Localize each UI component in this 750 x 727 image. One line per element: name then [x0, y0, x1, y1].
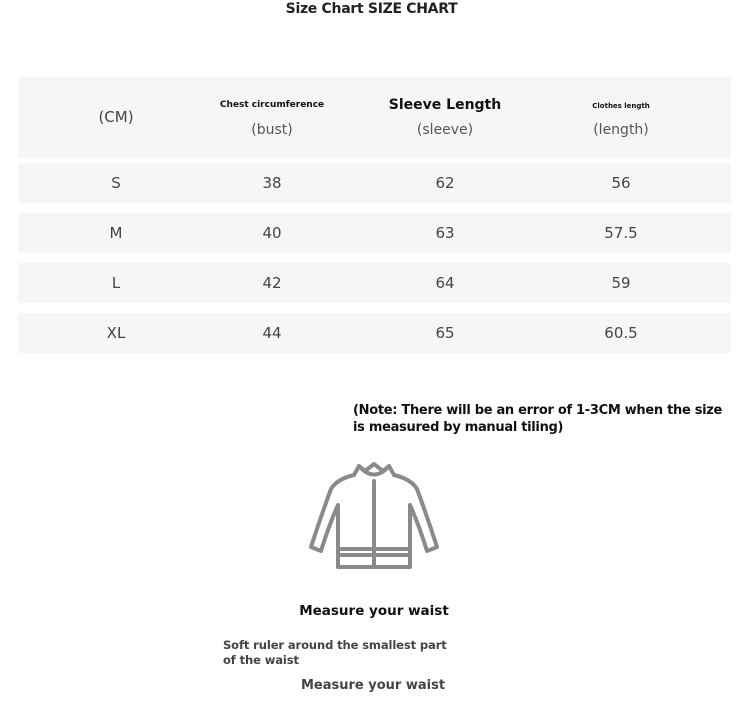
table-row [18, 313, 731, 353]
unit-header: (CM) [98, 108, 134, 126]
table-row [18, 163, 731, 203]
measure-subtitle: Measure your waist [300, 678, 446, 693]
sleeve-cell: 65 [435, 324, 455, 342]
column-header-sub: (length) [593, 122, 649, 138]
size-cell: L [111, 274, 121, 292]
column-header-label: Chest circumference [219, 100, 325, 110]
size-cell: XL [106, 324, 126, 342]
column-header-label: Clothes length [592, 102, 650, 110]
column-header-sleeve [355, 77, 535, 158]
sleeve-cell: 63 [435, 224, 455, 242]
size-cell: S [111, 174, 121, 192]
bust-cell: 44 [262, 324, 282, 342]
table-row [18, 213, 731, 253]
length-cell: 59 [611, 274, 631, 292]
bust-cell: 42 [262, 274, 282, 292]
length-cell: 60.5 [604, 324, 638, 342]
length-cell: 57.5 [604, 224, 638, 242]
column-header-label: Sleeve Length [388, 97, 502, 113]
table-header-row [18, 77, 731, 158]
length-cell: 56 [611, 174, 631, 192]
column-header-bust [182, 77, 362, 158]
measure-description: Soft ruler around the smallest part of the waist [223, 638, 447, 667]
page-title: Size Chart SIZE CHART [285, 1, 458, 17]
column-header-sub: (sleeve) [416, 122, 474, 138]
sleeve-cell: 62 [435, 174, 455, 192]
column-header-sub: (bust) [251, 122, 293, 138]
bust-cell: 38 [262, 174, 282, 192]
bust-cell: 40 [262, 224, 282, 242]
measurement-note: (Note: There will be an error of 1-3CM when the size is measured by manual tiling) [353, 403, 723, 435]
measure-title: Measure your waist [299, 603, 449, 619]
jacket-icon [307, 461, 441, 573]
column-header-length [531, 77, 711, 158]
sleeve-cell: 64 [435, 274, 455, 292]
table-row [18, 263, 731, 303]
size-cell: M [109, 224, 123, 242]
